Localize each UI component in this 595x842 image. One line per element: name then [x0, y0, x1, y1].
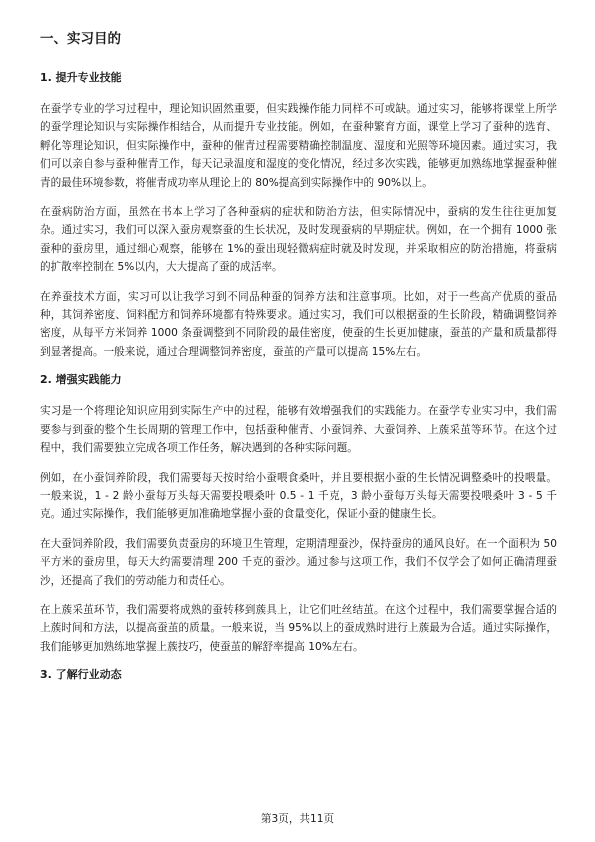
- paragraph: 在养蚕技术方面，实习可以让我学习到不同品种蚕的饲养方法和注意事项。比如，对于一些高产优质的蚕品种，其饲养密度、饲料配方和饲养环境都有特殊要求。通过实习，我们可以根据蚕的生长阶段，精确调整饲养密度，从每平方米饲养 1000 条蚕调整到不同阶段的最佳密度，使蚕的生长更加健康，蚕茧的产量和质量都得到显著提高。一般来说，通过合理调整饲养密度，蚕茧的产量可以提高 15%左右。: [40, 290, 557, 358]
- paragraph: 在蚕病防治方面，虽然在书本上学习了各种蚕病的症状和防治方法，但实际情况中，蚕病的发生往往更加复杂。通过实习，我们可以深入蚕房观察蚕的生长状况，及时发现蚕病的早期症状。例如，在一个拥有 1000 张蚕种的蚕房里，通过细心观察，能够在 1%的蚕出现轻微病症时就及时发现，并采取相应的防治措施，将蚕病的扩散率控制在 5%以内，大大提高了蚕的成活率。: [40, 206, 557, 274]
- page-number-footer: 第3页，共11页: [260, 813, 335, 825]
- subsection-title-3: 3. 了解行业动态: [40, 668, 122, 682]
- section-title: 一、实习目的: [40, 31, 121, 47]
- paragraph: 在大蚕饲养阶段，我们需要负责蚕房的环境卫生管理，定期清理蚕沙，保持蚕房的通风良好。在一个面积为 50 平方米的蚕房里，每天大约需要清理 200 千克的蚕沙。通过参与这项工作，我们不仅学会了如何正确清理蚕沙，还提高了我们的劳动能力和责任心。: [40, 537, 557, 587]
- subsection-title-1: 1. 提升专业技能: [40, 71, 122, 84]
- page-content: [40, 29, 557, 697]
- subsection-title-2: 2. 增强实践能力: [40, 373, 122, 387]
- paragraph: 在上蔟采茧环节，我们需要将成熟的蚕转移到蔟具上，让它们吐丝结茧。在这个过程中，我们需要掌握合适的上蔟时间和方法，以提高蚕茧的质量。一般来说，当 95%以上的蚕成熟时进行上蔟最为合适。通过实际操作，我们能够更加熟练地掌握上蔟技巧，使蚕茧的解舒率提高 10%左右。: [40, 603, 557, 653]
- paragraph: 在蚕学专业的学习过程中，理论知识固然重要，但实践操作能力同样不可或缺。通过实习，能够将课堂上所学的蚕学理论知识与实际操作相结合，从而提升专业技能。例如，在蚕种繁育方面，课堂上学习了蚕种的选育、孵化等理论知识，但实际操作中，蚕种的催青过程需要精确控制温度、湿度和光照等环境因素。通过实习，我们可以亲自参与蚕种催青工作，每天记录温度和湿度的变化情况，经过多次实践，能够更加熟练地掌握蚕种催青的最佳环境参数，将催青成功率从理论上的 80%提高到实际操作中的 90%以上。: [40, 103, 557, 189]
- paragraph: 例如，在小蚕饲养阶段，我们需要每天按时给小蚕喂食桑叶，并且要根据小蚕的生长情况调整桑叶的投喂量。一般来说，1 - 2 龄小蚕每万头每天需要投喂桑叶 0.5 - 1 千克，3 龄小蚕每万头每天需要投喂桑叶 3 - 5 千克。通过实际操作，我们能够更加准确地掌握小蚕的食量变化，保证小蚕的健康生长。: [40, 471, 557, 521]
- paragraph: 实习是一个将理论知识应用到实际生产中的过程，能够有效增强我们的实践能力。在蚕学专业实习中，我们需要参与到蚕的整个生长周期的管理工作中，包括蚕种催青、小蚕饲养、大蚕饲养、上蔟采茧等环节。在这个过程中，我们需要独立完成各项工作任务，解决遇到的各种实际问题。: [40, 405, 557, 455]
